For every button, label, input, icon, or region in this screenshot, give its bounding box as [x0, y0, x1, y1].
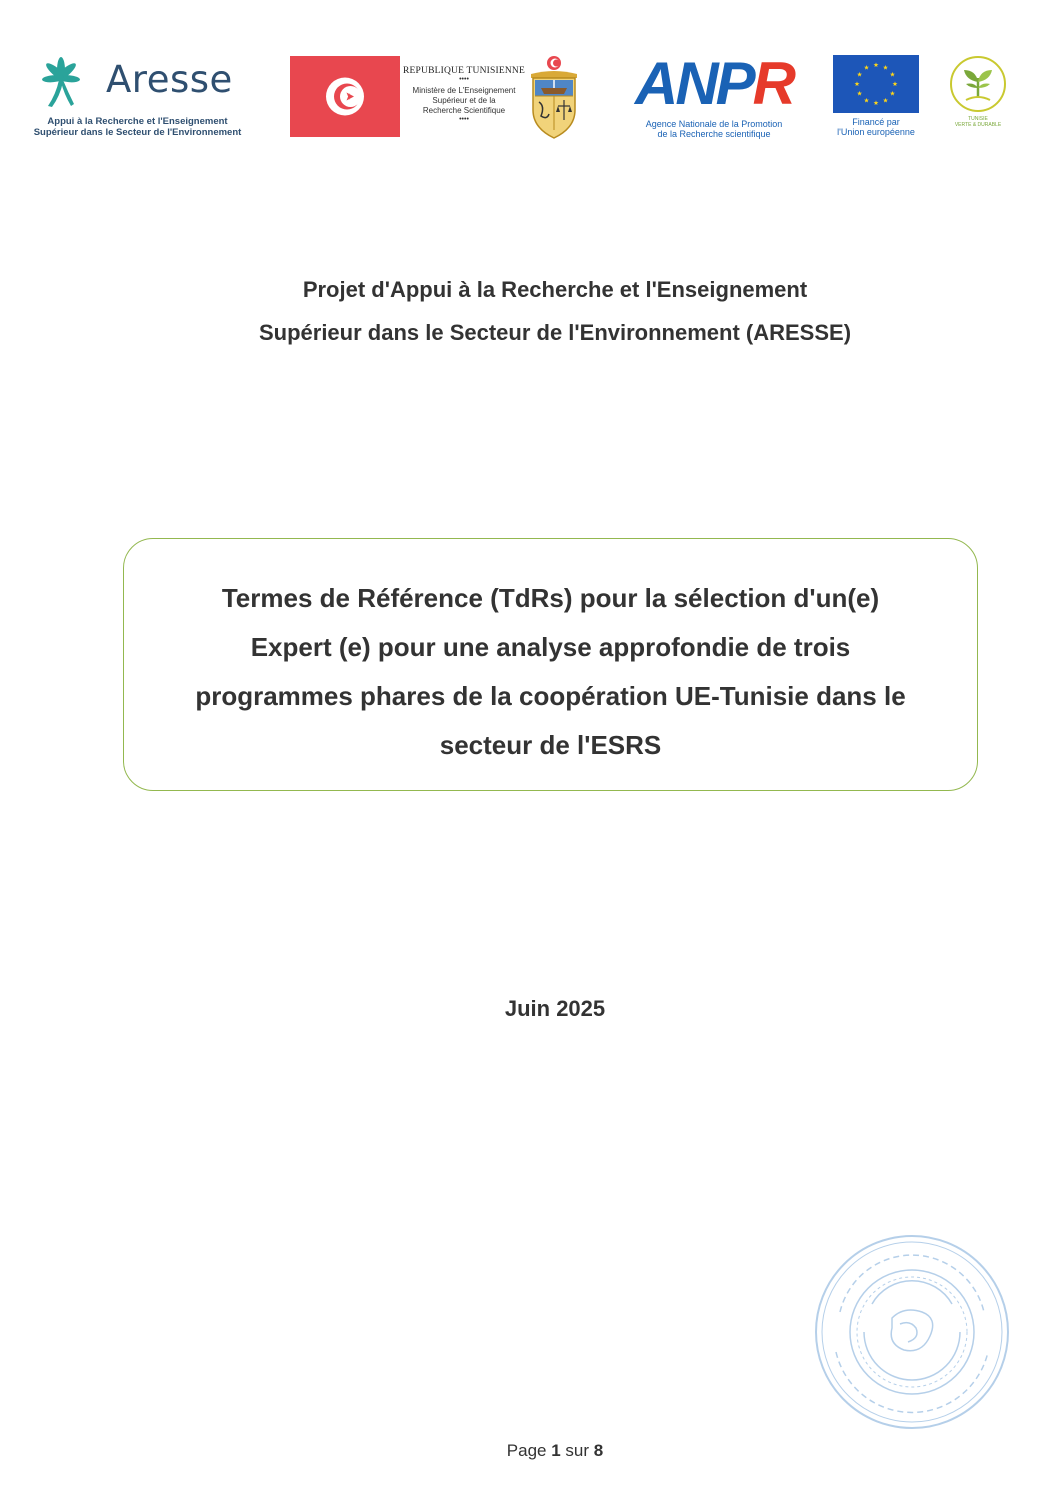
page-total: 8: [593, 1441, 604, 1460]
eu-tagline: [826, 117, 926, 137]
ministry-line1: Ministère de L'Enseignement: [412, 86, 516, 95]
eu-logo: [826, 55, 926, 137]
tunisie-tagline-line1: TUNISIE: [968, 116, 988, 122]
project-title-line1: Projet d'Appui à la Recherche et l'Enseignement: [302, 277, 808, 302]
anpr-wordmark: [634, 50, 794, 117]
aresse-tagline-line2: Supérieur dans le Secteur de l'Environnement: [33, 127, 242, 138]
aresse-leaf-icon: [30, 52, 92, 108]
page-footer: [0, 1441, 1054, 1461]
tdr-title-line3: programmes phares de la coopération UE-Tunisie dans le: [195, 681, 906, 711]
project-title: [60, 268, 1050, 354]
tunisie-tagline-line2: VERTE & DURABLE: [954, 122, 1002, 128]
anpr-wordmark-r: R: [752, 50, 794, 117]
aresse-tagline: [30, 116, 245, 138]
aresse-tagline-line1: Appui à la Recherche et l'Enseignement: [47, 116, 228, 127]
ministry-line2: Supérieur et de la: [432, 96, 496, 105]
tdr-title: [123, 574, 978, 770]
ministry-logo: [402, 66, 526, 124]
tunisie-verte-logo: [944, 54, 1012, 128]
tdr-title-line1: Termes de Référence (TdRs) pour la sélection d'un(e): [221, 583, 880, 613]
aresse-logo: [30, 52, 245, 144]
project-title-line2: Supérieur dans le Secteur de l'Environnement (ARESSE): [258, 320, 852, 345]
eu-tagline-line2: l'Union européenne: [837, 127, 915, 137]
eu-tagline-line1: Financé par: [852, 117, 900, 127]
official-stamp-icon: [812, 1232, 1012, 1432]
anpr-tagline-line1: Agence Nationale de la Promotion: [645, 119, 783, 129]
page-separator: sur: [560, 1441, 594, 1460]
ministry-separator-top: ••••: [459, 76, 469, 83]
anpr-logo: [634, 50, 794, 144]
eu-flag-icon: [833, 55, 919, 113]
document-date: Juin 2025: [504, 996, 606, 1021]
ministry-name: [402, 86, 526, 116]
anpr-tagline: [634, 119, 794, 139]
anpr-wordmark-anp: ANP: [634, 50, 753, 117]
page-label: Page: [506, 1441, 552, 1460]
tunisia-coat-of-arms-icon: [527, 54, 581, 140]
ministry-line3: Recherche Scientifique: [422, 106, 506, 115]
ministry-republic: REPUBLIQUE TUNISIENNE: [403, 66, 525, 76]
tunisia-flag-icon: [290, 56, 400, 137]
tdr-title-line2: Expert (e) pour une analyse approfondie de trois: [250, 632, 851, 662]
anpr-tagline-line2: de la Recherche scientifique: [657, 129, 771, 139]
tunisie-tagline: [944, 116, 1012, 128]
tdr-title-line4: secteur de l'ESRS: [439, 730, 662, 760]
green-sprout-icon: [948, 54, 1008, 114]
aresse-wordmark: Aresse: [106, 58, 233, 101]
page-number: 1: [551, 1441, 561, 1460]
ministry-separator-bottom: ••••: [459, 116, 469, 123]
